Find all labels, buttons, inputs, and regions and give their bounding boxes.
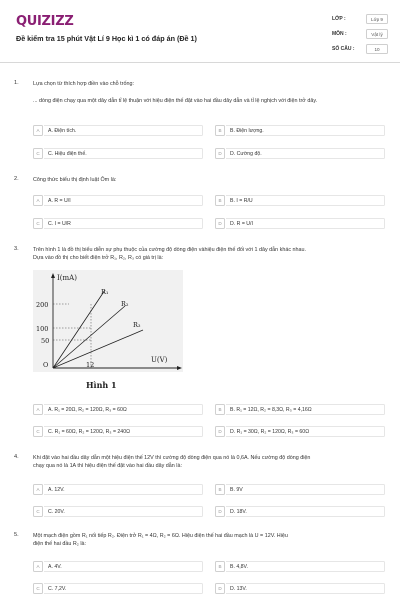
figure-caption: Hình 1 (86, 380, 117, 390)
option-c[interactable] (33, 506, 203, 517)
question-text: Trên hình 1 là đồ thị biểu diễn sự phụ thuộc của cường độ dòng điện vàhiệu điện thế đối với 1 dây dẫn khác nhau. (33, 247, 307, 253)
header-divider (0, 62, 400, 63)
option-box (226, 583, 385, 594)
option-b[interactable] (215, 561, 385, 572)
option-text: C. 20V. (48, 508, 65, 515)
option-b[interactable] (215, 404, 385, 415)
option-letter: D (215, 218, 225, 229)
option-letter: C (33, 426, 43, 437)
option-a[interactable] (33, 404, 203, 415)
meta-key-count: SỐ CÂU : (332, 46, 355, 52)
option-box (226, 506, 385, 517)
question-number: 1. (14, 80, 19, 86)
option-box (44, 561, 203, 572)
meta-row-grade (332, 14, 388, 24)
option-letter: A (33, 195, 43, 206)
option-box (226, 484, 385, 495)
option-letter: D (215, 148, 225, 159)
x-tick-12: 12 (86, 361, 95, 369)
question-text: Một mạch điện gồm R₁ nối tiếp R₂. Điện trở R₁ = 4Ω, R₂ = 6Ω. Hiệu điện thế hai đầu mạch là U = 12V. Hiệu (33, 533, 288, 539)
option-d[interactable] (215, 218, 385, 229)
option-letter: D (215, 426, 225, 437)
option-d[interactable] (215, 583, 385, 594)
option-text: D. Cường độ. (230, 150, 262, 157)
meta-value-count: 10 (366, 44, 388, 54)
option-box (44, 484, 203, 495)
option-a[interactable] (33, 195, 203, 206)
line-r3 (53, 330, 143, 368)
option-a[interactable] (33, 484, 203, 495)
question-text: Công thức biểu thị định luật Ôm là: (33, 177, 117, 183)
option-letter: C (33, 583, 43, 594)
question-number: 3. (14, 246, 19, 252)
meta-row-count (332, 44, 388, 54)
figure-1-graph (33, 270, 183, 372)
y-axis-label: I(mA) (57, 274, 77, 282)
option-text: B. Điện lượng. (230, 127, 264, 134)
meta-value-grade: Lớp 9 (366, 14, 388, 24)
option-b[interactable] (215, 195, 385, 206)
label-r1: R₁ (101, 288, 109, 296)
iv-graph-svg (33, 270, 183, 372)
label-r2: R₂ (121, 300, 129, 308)
option-text: C. 7,2V. (48, 585, 67, 592)
meta-key-grade: LỚP : (332, 16, 346, 22)
option-letter: B (215, 125, 225, 136)
option-letter: B (215, 195, 225, 206)
option-letter: C (33, 218, 43, 229)
question-number: 5. (14, 532, 19, 538)
option-letter: B (215, 484, 225, 495)
option-letter: A (33, 125, 43, 136)
option-letter: D (215, 506, 225, 517)
line-r1 (53, 290, 105, 368)
question-text: Khi đặt vào hai đầu dây dẫn một hiệu điện thế 12V thì cường độ dòng điện qua nó là 0,6A. Nếu cường độ dòng điện (33, 455, 311, 461)
x-axis-label: U(V) (151, 356, 168, 364)
document-title: Đề kiểm tra 15 phút Vật Lí 9 Học kì 1 có đáp án (Đề 1) (16, 34, 197, 43)
option-c[interactable] (33, 426, 203, 437)
x-axis-arrow (177, 366, 182, 370)
option-box (44, 583, 203, 594)
option-text: B. 9V (230, 486, 243, 493)
origin-label: O (43, 361, 49, 369)
option-text: B. 4,8V. (230, 563, 248, 570)
y-tick-200: 200 (36, 301, 49, 309)
label-r3: R₃ (133, 321, 141, 329)
question-text-2: Dựa vào đồ thị cho biết điện trở R₁, R₂, R₃ có giá trị là: (33, 255, 164, 261)
option-text: A. R₁ = 20Ω, R₂ = 120Ω, R₃ = 60Ω (48, 406, 127, 413)
option-letter: C (33, 506, 43, 517)
meta-value-subject: Vật lý (366, 29, 388, 39)
y-tick-100: 100 (36, 325, 49, 333)
option-b[interactable] (215, 484, 385, 495)
option-letter: A (33, 484, 43, 495)
question-text-2: điện thế hai đầu R₂ là: (33, 541, 87, 547)
option-text: B. I = R/U (230, 197, 253, 204)
option-text: A. 12V. (48, 486, 65, 493)
quizizz-logo: QUIZIZZ (16, 14, 74, 29)
option-text: D. 13V. (230, 585, 247, 592)
question-text-2: ... dòng điện chạy qua một dây dẫn tỉ lệ thuận với hiệu điện thế đặt vào hai đầu dây dẫn và tỉ lệ nghịch với điện trở dây. (33, 98, 318, 104)
option-a[interactable] (33, 561, 203, 572)
option-box (44, 506, 203, 517)
option-text: A. R = U/I (48, 197, 71, 204)
option-text: B. R₁ = 12Ω, R₂ = 8,3Ω, R₃ = 4,16Ω (230, 406, 312, 413)
meta-row-subject (332, 29, 388, 39)
option-d[interactable] (215, 426, 385, 437)
option-letter: A (33, 561, 43, 572)
option-box (226, 561, 385, 572)
question-text-2: chạy qua nó là 1A thì hiệu điện thế đặt vào hai đầu dây dẫn là: (33, 463, 182, 469)
option-c[interactable] (33, 148, 203, 159)
option-letter: D (215, 583, 225, 594)
y-axis-arrow (51, 273, 55, 278)
question-number: 2. (14, 176, 19, 182)
option-c[interactable] (33, 583, 203, 594)
option-text: D. R₁ = 30Ω, R₂ = 120Ω, R₃ = 60Ω (230, 428, 310, 435)
line-r2 (53, 306, 125, 368)
question-text: Lựa chọn từ thích hợp điền vào chỗ trống: (33, 81, 134, 87)
meta-key-subject: MÔN : (332, 31, 347, 37)
option-text: C. R₁ = 60Ω, R₂ = 120Ω, R₃ = 240Ω (48, 428, 130, 435)
option-text: A. Điện tích. (48, 127, 77, 134)
option-text: C. Hiệu điện thế. (48, 150, 87, 157)
option-text: D. R = U/I (230, 220, 253, 227)
option-text: A. 4V. (48, 563, 62, 570)
question-number: 4. (14, 454, 19, 460)
option-letter: A (33, 404, 43, 415)
option-c[interactable] (33, 218, 203, 229)
option-d[interactable] (215, 506, 385, 517)
option-b[interactable] (215, 125, 385, 136)
option-d[interactable] (215, 148, 385, 159)
option-a[interactable] (33, 125, 203, 136)
option-text: C. I = U/R (48, 220, 71, 227)
option-text: D. 18V. (230, 508, 247, 515)
option-letter: C (33, 148, 43, 159)
option-letter: B (215, 561, 225, 572)
y-tick-50: 50 (41, 337, 50, 345)
option-letter: B (215, 404, 225, 415)
